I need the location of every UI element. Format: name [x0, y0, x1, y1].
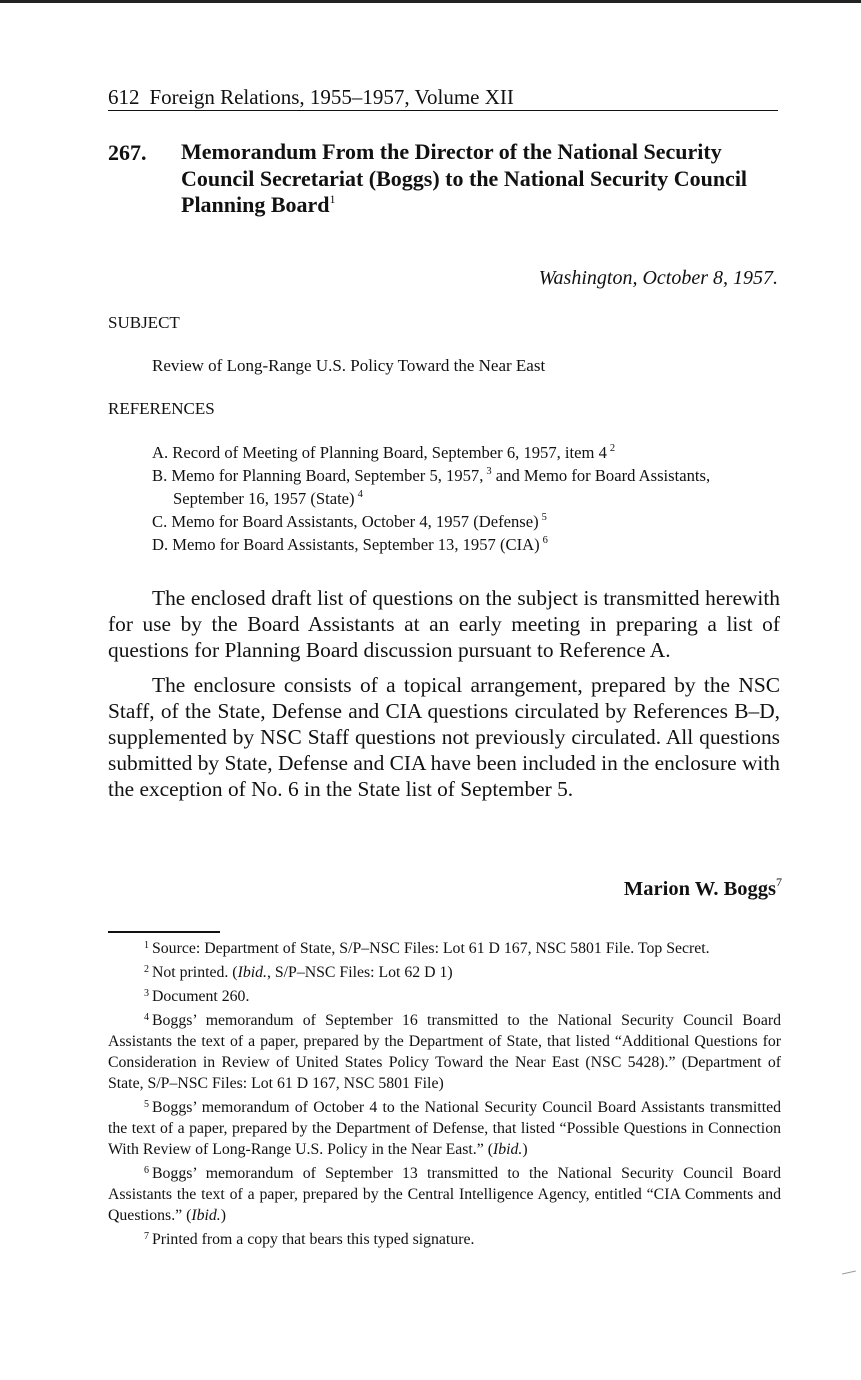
footnote-1: [108, 938, 781, 959]
subject-text: Review of Long-Range U.S. Policy Toward the Near East: [152, 356, 546, 375]
footnote-number: 4: [144, 1012, 149, 1023]
footnote-number: 1: [144, 940, 149, 951]
reference-a-text: A. Record of Meeting of Planning Board, September 6, 1957, item 4: [152, 443, 607, 462]
footnote-italic: Ibid.: [237, 964, 267, 981]
footnote-text: Boggs’ memorandum of September 13 transmitted to the National Security Council Board Assistants the text of a paper, prepared by the Central Intelligence Agency, entitled “CIA Comments and Questions.” (: [108, 1165, 781, 1224]
footnote-text: Source: Department of State, S/P–NSC Files: Lot 61 D 167, NSC 5801 File. Top Secret.: [152, 940, 710, 957]
footnote-ref-5[interactable]: 5: [541, 512, 547, 523]
footnote-text: ): [522, 1141, 528, 1158]
footnote-text: Printed from a copy that bears this typed signature.: [152, 1231, 475, 1248]
footnote-ref-2[interactable]: 2: [609, 443, 616, 454]
footnote-ref-6[interactable]: 6: [542, 535, 548, 546]
footnote-number: 6: [144, 1165, 149, 1176]
references-list: [152, 441, 782, 556]
footnote-ref-7[interactable]: 7: [776, 875, 782, 889]
footnote-text: , S/P–NSC Files: Lot 62 D 1): [266, 964, 453, 981]
footnote-text: Boggs’ memorandum of October 4 to the National Security Council Board Assistants transmitted the text of a paper, prepared by the Department of Defense, that listed “Possible Questions in Connection With Review of Long-Range U.S. Policy in the Near East.” (: [108, 1099, 781, 1158]
footnotes: [108, 938, 781, 1253]
running-header: [108, 84, 778, 111]
footnote-italic: Ibid.: [191, 1207, 221, 1224]
footnote-7: [108, 1229, 781, 1250]
footnote-text: ): [220, 1207, 227, 1224]
scan-mark: [842, 1271, 856, 1275]
reference-b-text-2: and Memo for Board Assistants, September 16, 1957 (State): [173, 466, 711, 508]
footnote-number: 7: [144, 1231, 149, 1242]
footnote-ref-3[interactable]: 3: [486, 466, 492, 477]
signature: [624, 876, 782, 902]
subject-label: SUBJECT: [108, 313, 180, 332]
signature-name: Marion W. Boggs: [623, 878, 776, 900]
body-paragraph-2: The enclosure consists of a topical arrangement, prepared by the NSC Staff, of the State, Defense and CIA questions circulated by References B–D, supplemented by NSC Staff questions not previously circulated. All questions submitted by State, Defense and CIA have been included in the enclosure with the exception of No. 6 in the State list of September 5.: [108, 673, 780, 801]
footnote-3: [108, 986, 781, 1007]
reference-b-text-1: B. Memo for Planning Board, September 5, 1957,: [152, 466, 484, 485]
series-title: Foreign Relations, 1955–1957, Volume XII: [149, 85, 514, 109]
page-number: 612: [108, 85, 140, 109]
footnote-text: Boggs’ memorandum of September 16 transmitted to the National Security Council Board Assistants the text of a paper, prepared by the Department of State, that listed “Additional Questions for Consideration in Review of United States Policy Toward the Near East (NSC 5428).” (Department of State, S/P–NSC Files: Lot 61 D 167, NSC 5801 File): [108, 1012, 781, 1092]
reference-c: [152, 510, 782, 533]
page-top-border: [0, 0, 861, 3]
dateline: Washington, October 8, 1957.: [538, 267, 778, 289]
document-title-text: Memorandum From the Director of the National Security Council Secretariat (Boggs) to the National Security Council Planning Board: [181, 139, 748, 217]
reference-b: [152, 464, 782, 510]
document-title: [181, 139, 785, 219]
document-number: 267.: [108, 140, 147, 165]
footnote-2: [108, 962, 781, 983]
reference-d-text: D. Memo for Board Assistants, September 13, 1957 (CIA): [152, 535, 540, 554]
reference-d: [152, 533, 782, 556]
body-paragraph-1: The enclosed draft list of questions on the subject is transmitted herewith for use by the Board Assistants at an early meeting in preparing a list of questions for Planning Board discussion pursuant to Reference A.: [108, 586, 780, 662]
footnote-divider: [108, 931, 220, 933]
memo-body: [108, 585, 780, 811]
title-footnote-ref[interactable]: 1: [329, 192, 336, 206]
footnote-number: 2: [144, 964, 149, 975]
footnote-5: [108, 1097, 781, 1160]
reference-a: [152, 441, 782, 464]
footnote-4: [108, 1010, 781, 1094]
footnote-italic: Ibid.: [492, 1141, 523, 1158]
reference-c-text: C. Memo for Board Assistants, October 4, 1957 (Defense): [152, 512, 539, 531]
references-label: REFERENCES: [108, 399, 215, 418]
footnote-6: [108, 1163, 781, 1226]
footnote-text: Not printed. (: [152, 964, 238, 981]
footnote-ref-4[interactable]: 4: [357, 489, 363, 500]
footnote-text: Document 260.: [152, 988, 250, 1005]
footnote-number: 3: [144, 988, 149, 999]
footnote-number: 5: [144, 1099, 149, 1110]
